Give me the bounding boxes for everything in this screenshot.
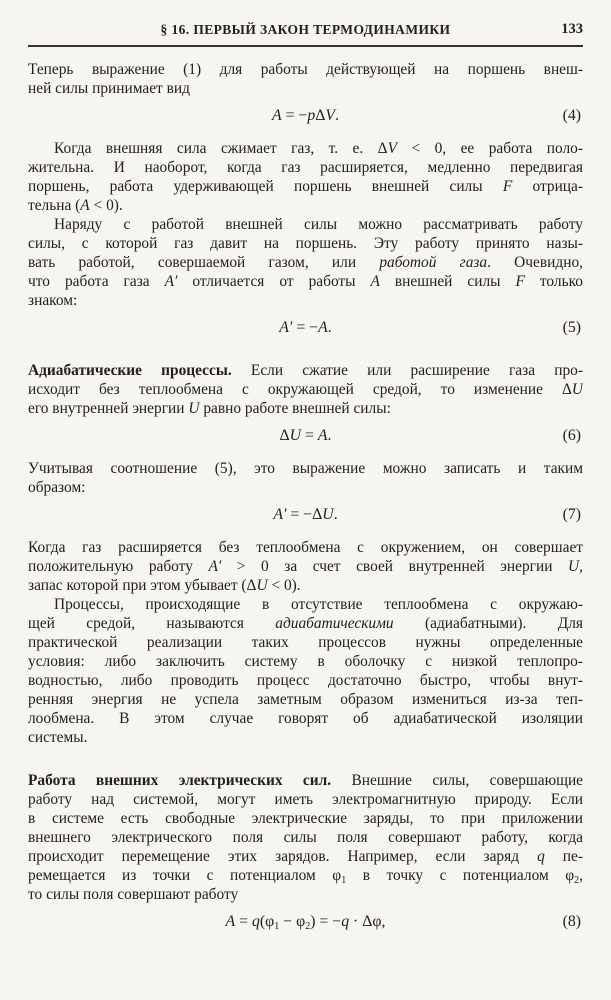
equation-body — [273, 506, 337, 523]
text-run: 2 — [574, 875, 580, 885]
text-run: образом: — [28, 479, 86, 496]
text-run: U — [568, 558, 580, 575]
text-run: ) = − — [310, 913, 342, 930]
text-run: = − — [292, 319, 319, 336]
text-run: = — [235, 913, 252, 930]
text-run: (φ — [259, 913, 275, 930]
equation-number: (7) — [562, 506, 581, 523]
equation-body — [226, 913, 386, 930]
text-run: жительна. И наоборот, когда газ расширяется, медленно передвигая — [28, 159, 583, 176]
text-run: A — [318, 319, 328, 336]
text-run: Когда газ расширяется без теплообмена с окружением, он совершает — [28, 539, 583, 556]
equation-number: (5) — [562, 319, 581, 336]
text-run: Если сжатие или расширение газа про- — [231, 362, 583, 379]
text-line — [28, 399, 583, 418]
text-run: ренняя энергия не успела заметным образом измениться из-за теп- — [28, 691, 583, 708]
text-run: работой газа — [379, 254, 488, 271]
text-run: лообмена. В этом случае говорят об адиабатической изоляции — [28, 710, 583, 727]
text-run: . — [327, 427, 332, 444]
text-run: . — [327, 319, 332, 336]
text-line — [28, 196, 583, 215]
text-run: внешней силы — [379, 273, 516, 290]
text-run: 2 — [305, 921, 311, 932]
text-line — [28, 595, 583, 614]
paragraph-adiabatic-heading — [28, 361, 583, 418]
text-line — [28, 576, 583, 595]
running-head — [28, 0, 583, 47]
equation-body — [279, 427, 331, 444]
text-run: U — [322, 506, 334, 523]
text-line — [28, 177, 583, 196]
text-run: F — [515, 273, 525, 290]
equation-7 — [28, 505, 583, 524]
text-run: пе- — [544, 848, 583, 865]
paragraph-compression — [28, 139, 583, 215]
text-run: системы. — [28, 729, 88, 746]
paragraph-expansion — [28, 538, 583, 595]
equation-6 — [28, 426, 583, 445]
text-run: < 0, ее работа поло- — [396, 140, 583, 157]
text-run: Учитывая соотношение (5), это выражение можно записать и таким — [28, 460, 583, 477]
text-run: U — [188, 400, 200, 417]
text-run: < 0). — [89, 197, 123, 214]
paragraph-electric-heading — [28, 771, 583, 904]
text-run: отрица- — [512, 178, 583, 195]
text-line — [28, 828, 583, 847]
text-line — [28, 291, 583, 310]
page-content — [28, 60, 583, 931]
text-run: тельна ( — [28, 197, 81, 214]
text-run: V — [325, 107, 336, 124]
paragraph-intro — [28, 60, 583, 98]
paragraph-adiabatic-conditions — [28, 595, 583, 747]
text-run: F — [502, 178, 513, 195]
text-line — [28, 885, 583, 904]
text-run: p — [307, 107, 316, 124]
equation-body — [272, 107, 339, 124]
text-run: знаком: — [28, 292, 78, 309]
text-run: . — [333, 506, 338, 523]
text-run: Наряду с работой внешней силы можно рассматривать работу — [54, 216, 583, 233]
text-run: · Δφ, — [349, 913, 386, 930]
text-run: U — [571, 381, 583, 398]
text-run: V — [387, 140, 397, 157]
text-run: силы, с которой газ давит на поршень. Эту работу принято назы- — [28, 235, 583, 252]
text-run: его внутренней энергии — [28, 400, 189, 417]
text-line — [28, 459, 583, 478]
text-line — [28, 671, 583, 690]
text-line — [28, 633, 583, 652]
text-run: A′ — [208, 558, 222, 575]
text-run: A — [317, 427, 328, 444]
text-run: < 0). — [267, 577, 301, 594]
text-run: A — [271, 107, 282, 124]
text-run: только — [524, 273, 583, 290]
text-run: A — [225, 913, 236, 930]
text-line — [28, 790, 583, 809]
text-run: Процессы, происходящие в отсутствие теплообмена с окружаю- — [54, 596, 583, 613]
paragraph-gas-work — [28, 215, 583, 310]
text-run: поршень, работа удерживающей поршень внешней силы — [28, 178, 503, 195]
text-line — [28, 847, 583, 866]
text-run: q — [251, 913, 260, 930]
text-run: = −Δ — [286, 506, 323, 523]
equation-body — [279, 319, 331, 336]
text-run: адиабатическими — [275, 615, 394, 632]
text-run: , — [579, 867, 583, 884]
text-run: A — [370, 273, 380, 290]
text-line — [28, 809, 583, 828]
text-line — [28, 557, 583, 576]
text-run: положительную работу — [28, 558, 209, 575]
paragraph-rewrite — [28, 459, 583, 497]
equation-number: (8) — [562, 913, 581, 930]
text-line — [28, 771, 583, 790]
text-line — [28, 866, 583, 885]
text-run: Теперь выражение (1) для работы действующей на поршень внеш- — [28, 61, 583, 78]
text-run: водностью, либо проводить процесс достаточно быстро, чтобы внут- — [28, 672, 583, 689]
text-line — [28, 60, 583, 79]
text-line — [28, 253, 583, 272]
text-line — [28, 709, 583, 728]
equation-5 — [28, 318, 583, 337]
equation-4 — [28, 106, 583, 125]
text-run: Адиабатические процессы. — [28, 362, 232, 379]
text-run: , — [579, 558, 583, 575]
text-line — [28, 478, 583, 497]
text-run: практической реализации таких процессов нужны определенные — [28, 634, 583, 651]
text-line — [28, 690, 583, 709]
text-run: в системе есть свободные электрические заряды, то при приложении — [28, 810, 583, 827]
text-line — [28, 728, 583, 747]
text-line — [28, 234, 583, 253]
text-run: Внешние силы, совершающие — [331, 772, 583, 789]
text-run: (адиабатными). Для — [393, 615, 583, 632]
text-line — [28, 79, 583, 98]
text-run: запас которой при этом убывает (Δ — [28, 577, 257, 594]
text-run: = − — [281, 107, 308, 124]
text-run: q — [341, 913, 350, 930]
chapter-header: § 16. ПЕРВЫЙ ЗАКОН ТЕРМОДИНАМИКИ — [160, 22, 451, 37]
equation-8 — [28, 912, 583, 931]
text-run: q — [537, 848, 545, 865]
text-run: U — [289, 427, 302, 444]
text-run: U — [256, 577, 268, 594]
text-run: щей средой, называются — [28, 615, 276, 632]
text-run: 1 — [274, 921, 280, 932]
text-run: внешнего электрического поля силы поля совершают работу, когда — [28, 829, 583, 846]
equation-number: (4) — [562, 107, 581, 124]
text-run: условия: либо заключить систему в оболочку с низкой теплопро- — [28, 653, 583, 670]
text-run: − φ — [279, 913, 306, 930]
text-run: > 0 за счет своей внутренней энергии — [221, 558, 569, 575]
text-line — [28, 380, 583, 399]
text-line — [28, 158, 583, 177]
equation-number: (6) — [562, 427, 581, 444]
text-run: A — [80, 197, 90, 214]
text-run: исходит без теплообмена с окружающей средой, то изменение Δ — [28, 381, 572, 398]
text-run: вать работой, совершаемой газом, или — [28, 254, 380, 271]
text-line — [28, 538, 583, 557]
text-run: отличается от работы — [177, 273, 371, 290]
text-run: 1 — [341, 875, 347, 885]
text-run: что работа газа — [28, 273, 165, 290]
text-run: A′ — [279, 319, 293, 336]
text-run: происходит перемещение этих зарядов. Например, если заряд — [28, 848, 538, 865]
text-run: A′ — [273, 506, 287, 523]
text-run: Работа внешних электрических сил. — [28, 772, 332, 789]
text-line — [28, 215, 583, 234]
text-run: равно работе внешней силы: — [199, 400, 391, 417]
text-run: = — [301, 427, 318, 444]
text-line — [28, 614, 583, 633]
text-line — [28, 139, 583, 158]
text-run: ремещается из точки с потенциалом φ — [28, 867, 342, 884]
text-run: Когда внешняя сила сжимает газ, т. е. Δ — [54, 140, 388, 157]
text-line — [28, 361, 583, 380]
text-run: Δ — [279, 427, 290, 444]
text-run: A′ — [164, 273, 178, 290]
text-line — [28, 272, 583, 291]
text-line — [28, 652, 583, 671]
text-run: ней силы принимает вид — [28, 80, 190, 97]
text-run: то силы поля совершают работу — [28, 886, 239, 903]
text-run: работу над системой, могут иметь электромагнитную природу. Если — [28, 791, 583, 808]
text-run: Δ — [315, 107, 326, 124]
text-run: . — [335, 107, 340, 124]
page-number: 133 — [561, 21, 583, 37]
text-run: в точку с потенциалом φ — [346, 867, 575, 884]
text-run: . Очевидно, — [487, 254, 583, 271]
